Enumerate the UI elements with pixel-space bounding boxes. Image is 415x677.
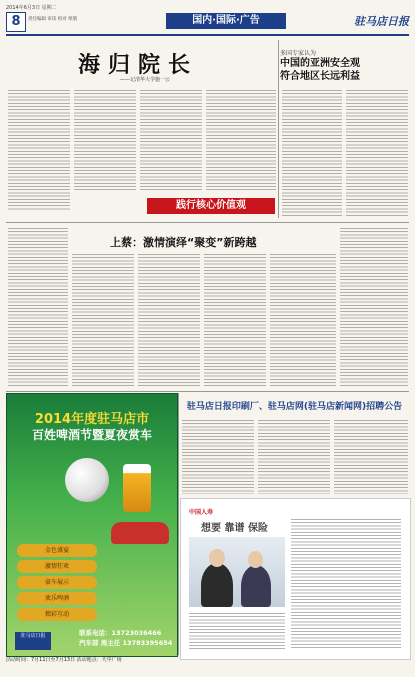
agent-figure xyxy=(241,565,271,607)
core-values-banner: 践行核心价值观 xyxy=(147,198,275,214)
lead-article-body-col4 xyxy=(206,90,276,192)
side-article-title-line1: 中国的亚洲安全观 xyxy=(280,58,360,69)
feature-item: 精彩互动 xyxy=(17,608,97,621)
lead-article-subtitle: ——记清华大学施一公 xyxy=(120,77,171,83)
insurance-ad-text xyxy=(291,519,401,649)
insurance-slogan: 想要 靠谱 保险 xyxy=(201,523,268,534)
lead-article-body-col2 xyxy=(74,90,136,192)
insurance-logo: 中国人寿 xyxy=(189,509,214,516)
section-divider xyxy=(6,222,409,223)
beer-glass-graphic xyxy=(123,464,151,512)
agents-photo xyxy=(189,537,285,607)
ad-column-divider xyxy=(178,393,179,655)
feature-item: 欢乐啤酒 xyxy=(17,592,97,605)
side-article-body-col1 xyxy=(282,90,342,218)
recruitment-body-col3 xyxy=(334,420,408,494)
second-article-body-col2 xyxy=(72,254,134,388)
agent-face xyxy=(248,551,263,568)
page-header xyxy=(6,4,409,42)
second-article-body-col6 xyxy=(340,228,408,388)
issue-date: 2014年6月3日 星期二 xyxy=(6,5,57,11)
car-graphic xyxy=(111,522,169,544)
feature-item: 激情狂欢 xyxy=(17,560,97,573)
beer-ad-badge: 驻马店日报 xyxy=(15,632,51,650)
side-article-title-line2: 符合地区长远利益 xyxy=(280,71,360,82)
beer-ad-title-line2: 百姓啤酒节暨夏夜赏车 xyxy=(31,428,152,442)
second-article-body-col1 xyxy=(8,228,68,388)
beer-ad-title-line1: 2014年度驻马店市 xyxy=(34,412,150,427)
side-article-kicker: 多国专家认为 xyxy=(280,50,317,57)
insurance-ad-text-lower xyxy=(189,613,285,649)
newspaper-masthead: 驻马店日报 xyxy=(354,15,409,28)
second-article-body-col4 xyxy=(204,254,266,388)
agent-face xyxy=(209,549,225,567)
beer-ad-feature-list xyxy=(17,544,97,624)
recruitment-notice xyxy=(180,399,409,415)
feature-item: 豪车展示 xyxy=(17,576,97,589)
beer-ad-contact2: 汽车部 周主任 13783395654 xyxy=(79,639,173,647)
football-graphic xyxy=(65,458,109,502)
insurance-ad xyxy=(180,498,411,660)
second-article-body-col3 xyxy=(138,254,200,388)
side-article-body-col2 xyxy=(346,90,408,218)
beer-ad-contact1: 联系电话：13723036466 xyxy=(79,629,162,637)
lead-article-body-col3 xyxy=(140,90,202,192)
page-number: 8 xyxy=(6,12,26,32)
recruitment-body-col2 xyxy=(258,420,330,494)
lead-article-title: 海归院长 xyxy=(78,53,199,78)
second-article-title: 上蔡：激情演绎“聚变”新跨越 xyxy=(110,236,257,249)
beer-ad-footer: 活动时间：7月11日至7月13日 活动地点：天中广场 xyxy=(6,657,122,663)
lead-article-body-col1 xyxy=(8,90,70,210)
section-title: 国内·国际·广告 xyxy=(166,13,286,29)
beer-festival-ad xyxy=(6,393,178,657)
header-rule xyxy=(6,34,409,36)
second-article-body-col5 xyxy=(270,254,336,388)
recruitment-body-col1 xyxy=(182,420,254,494)
ad-divider xyxy=(6,391,409,392)
editor-credits: 责任编辑 审读 校对 组版 xyxy=(28,17,78,22)
feature-item: 金色盛宴 xyxy=(17,544,97,557)
column-divider xyxy=(278,40,279,218)
agent-figure xyxy=(201,563,233,607)
recruitment-title: 驻马店日报印刷厂、驻马店网(驻马店新闻网)招聘公告 xyxy=(186,402,403,412)
